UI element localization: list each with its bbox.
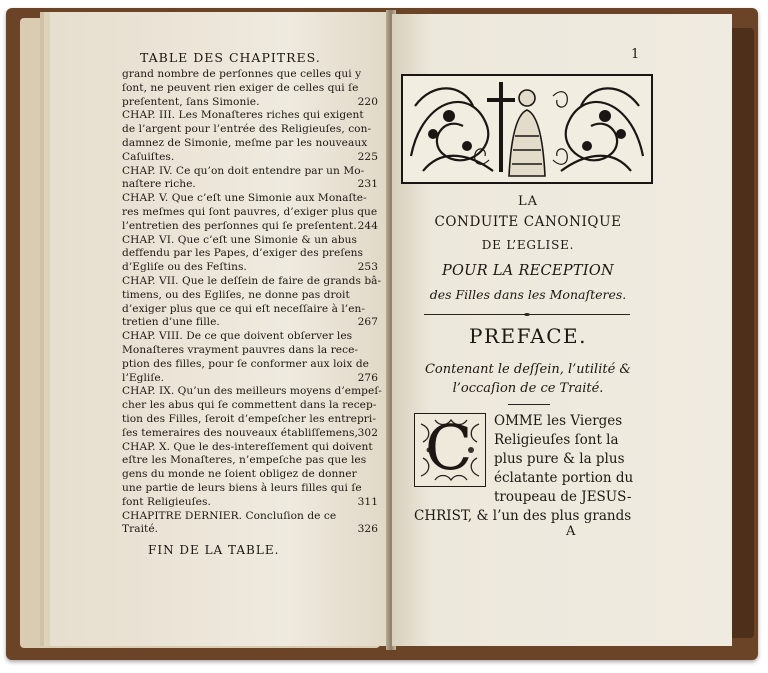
toc-line bbox=[122, 151, 378, 164]
toc-line bbox=[122, 68, 378, 81]
toc-line-text: tion des Filles, ſeroit d’empeſcher les entrepri- bbox=[122, 413, 376, 425]
toc-line bbox=[122, 82, 378, 95]
toc-end-label: FIN DE LA TABLE. bbox=[148, 543, 280, 557]
toc-line bbox=[122, 289, 378, 302]
toc-line bbox=[122, 330, 378, 343]
toc-line-text: Monaſteres vrayment pauvres dans la rece- bbox=[122, 344, 359, 356]
toc-line bbox=[122, 358, 378, 371]
toc-line bbox=[122, 109, 378, 122]
toc-page-number: 276 bbox=[357, 371, 378, 384]
body-line: CHRIST, & l’un des plus grands bbox=[414, 508, 632, 524]
toc-line bbox=[122, 96, 378, 109]
headpiece-ornament-icon bbox=[403, 76, 651, 182]
toc-line-text: CHAP. III. Les Monaſteres riches qui exigent bbox=[122, 109, 364, 122]
toc-line bbox=[122, 372, 378, 385]
toc-line-text: l’entretien des perſonnes qui ſe preſentent. bbox=[122, 219, 357, 232]
toc-line-text: damnez de Simonie, meſme par les nouveaux bbox=[122, 137, 368, 149]
toc-line bbox=[122, 482, 378, 495]
toc-line bbox=[122, 303, 378, 316]
title-line-1: LA bbox=[517, 194, 539, 209]
toc-line-text: cher les abus qui ſe commettent dans la recep- bbox=[122, 399, 377, 412]
toc-line-text: ſont, ne peuvent rien exiger de celles qui ſe bbox=[122, 81, 359, 94]
toc-line bbox=[122, 165, 378, 178]
toc-line-text: timens, ou des Egliſes, ne donne pas droit bbox=[122, 288, 350, 301]
toc-line-text: CHAP. VI. Que c’eſt une Simonie & un abus bbox=[122, 233, 357, 246]
toc-line-text: preſentent, ſans Simonie. bbox=[122, 95, 260, 108]
toc-page-number: 244 bbox=[357, 219, 378, 232]
toc-line-text: de l’argent pour l’entrée des Religieuſes, con- bbox=[122, 123, 372, 136]
toc-heading: TABLE DES CHAPITRES. bbox=[140, 50, 321, 65]
toc-page-number: 326 bbox=[357, 523, 378, 536]
toc-line-text: CHAP. VII. Que le deſſein de faire de grands bâ- bbox=[122, 275, 382, 287]
toc-page-number: 253 bbox=[357, 261, 378, 274]
title-line-4: POUR LA RECEPTION bbox=[441, 263, 615, 279]
page-number: 1 bbox=[631, 47, 640, 62]
body-line: OMME les Vierges bbox=[494, 413, 623, 429]
title-line-5: des Filles dans les Monaſteres. bbox=[429, 287, 627, 302]
toc-line bbox=[122, 427, 378, 440]
toc-line-text: res meſmes qui ſont pauvres, d’exiger plus que bbox=[122, 206, 378, 218]
toc-line-text: une partie de leurs biens à leurs filles qui ſe bbox=[122, 482, 362, 494]
toc-line bbox=[122, 316, 378, 329]
toc-line bbox=[122, 399, 378, 412]
toc-page-number: 267 bbox=[357, 316, 378, 329]
toc-page-number: 225 bbox=[357, 150, 378, 163]
toc-line-text: CHAP. X. Que le des-intereſſement qui doivent bbox=[122, 440, 373, 453]
toc-page-number: 231 bbox=[357, 178, 378, 191]
toc-line-text: CHAP. VIII. De ce que doivent obſerver les bbox=[122, 330, 353, 343]
toc-line-text: ption des filles, pour ſe conformer aux loix de bbox=[122, 357, 369, 370]
toc-line bbox=[122, 275, 382, 288]
toc-line bbox=[122, 247, 378, 260]
toc-line-text: font Religieuſes. bbox=[122, 495, 211, 508]
toc-line-text: grand nombre de perſonnes que celles qui y bbox=[122, 68, 362, 80]
toc-line bbox=[122, 220, 378, 233]
signature-mark: A bbox=[566, 524, 576, 539]
toc-line bbox=[122, 206, 378, 219]
toc-line-text: l’Egliſe. bbox=[122, 371, 165, 384]
toc-line-text: eſtre les Monaſteres, n’empeſche pas que les bbox=[122, 454, 367, 467]
toc-line-text: deffendu par les Papes, d’exiger des preſens bbox=[122, 247, 364, 260]
toc-line-text: CHAP. IX. Qu’un des meilleurs moyens d’empeſ- bbox=[122, 385, 382, 398]
toc-line-text: CHAP. V. Que c’eſt une Simonie aux Monaſte- bbox=[122, 192, 367, 205]
toc-page-number: 220 bbox=[357, 95, 378, 108]
body-line: éclatante portion du bbox=[494, 470, 634, 486]
toc-line bbox=[122, 510, 378, 523]
preface-heading: PREFACE. bbox=[469, 324, 587, 348]
drop-cap-letter: C bbox=[425, 411, 473, 484]
preface-subtitle-1: Contenant le deſſein, l’utilité & bbox=[424, 362, 631, 377]
title-line-3: DE L’EGLISE. bbox=[481, 238, 575, 252]
toc-line bbox=[122, 496, 378, 509]
toc-line bbox=[122, 344, 378, 357]
toc-page-number: 302 bbox=[357, 426, 378, 439]
toc-line bbox=[122, 123, 378, 136]
toc-line bbox=[122, 178, 378, 191]
toc-line bbox=[122, 192, 378, 205]
toc-line-text: ſes temeraires des nouveaux établiſſemens, bbox=[122, 426, 358, 439]
woodcut-headpiece bbox=[401, 74, 653, 184]
body-line: troupeau de JESUS- bbox=[494, 489, 632, 505]
toc-line-text: Caſuiſtes. bbox=[122, 150, 175, 163]
toc-line bbox=[122, 523, 378, 536]
toc-line bbox=[122, 234, 378, 247]
toc-line-text: gens du monde ne ſoient obligez de donner bbox=[122, 468, 357, 481]
toc-line-text: CHAPITRE DERNIER. Concluſion de ce bbox=[122, 509, 337, 522]
toc-line-text: tretien d’une fille. bbox=[122, 316, 220, 329]
body-line: Religieuſes ſont la bbox=[494, 432, 619, 448]
ornamented-initial bbox=[414, 413, 486, 487]
toc-line bbox=[122, 441, 378, 454]
toc-line bbox=[122, 261, 378, 274]
toc-line-text: d’Egliſe ou des Feſtins. bbox=[122, 261, 247, 274]
toc-line bbox=[122, 468, 378, 481]
divider-rule bbox=[424, 314, 630, 315]
toc-line bbox=[122, 385, 382, 398]
toc-line-text: CHAP. IV. Ce qu’on doit entendre par un Mo- bbox=[122, 164, 365, 177]
toc-line bbox=[122, 137, 378, 150]
toc-line-text: naſtere riche. bbox=[122, 178, 196, 191]
toc-page-number: 311 bbox=[357, 495, 378, 508]
short-divider bbox=[508, 404, 550, 405]
toc-line bbox=[122, 413, 378, 426]
toc-line-text: Traité. bbox=[122, 523, 159, 536]
body-line: plus pure & la plus bbox=[494, 451, 625, 467]
title-line-2: CONDUITE CANONIQUE bbox=[434, 214, 622, 230]
preface-subtitle-2: l’occaſion de ce Traité. bbox=[452, 381, 604, 396]
toc-line-text: d’exiger plus que ce qui eſt neceſſaire à l’en- bbox=[122, 302, 366, 315]
toc-line bbox=[122, 454, 378, 467]
